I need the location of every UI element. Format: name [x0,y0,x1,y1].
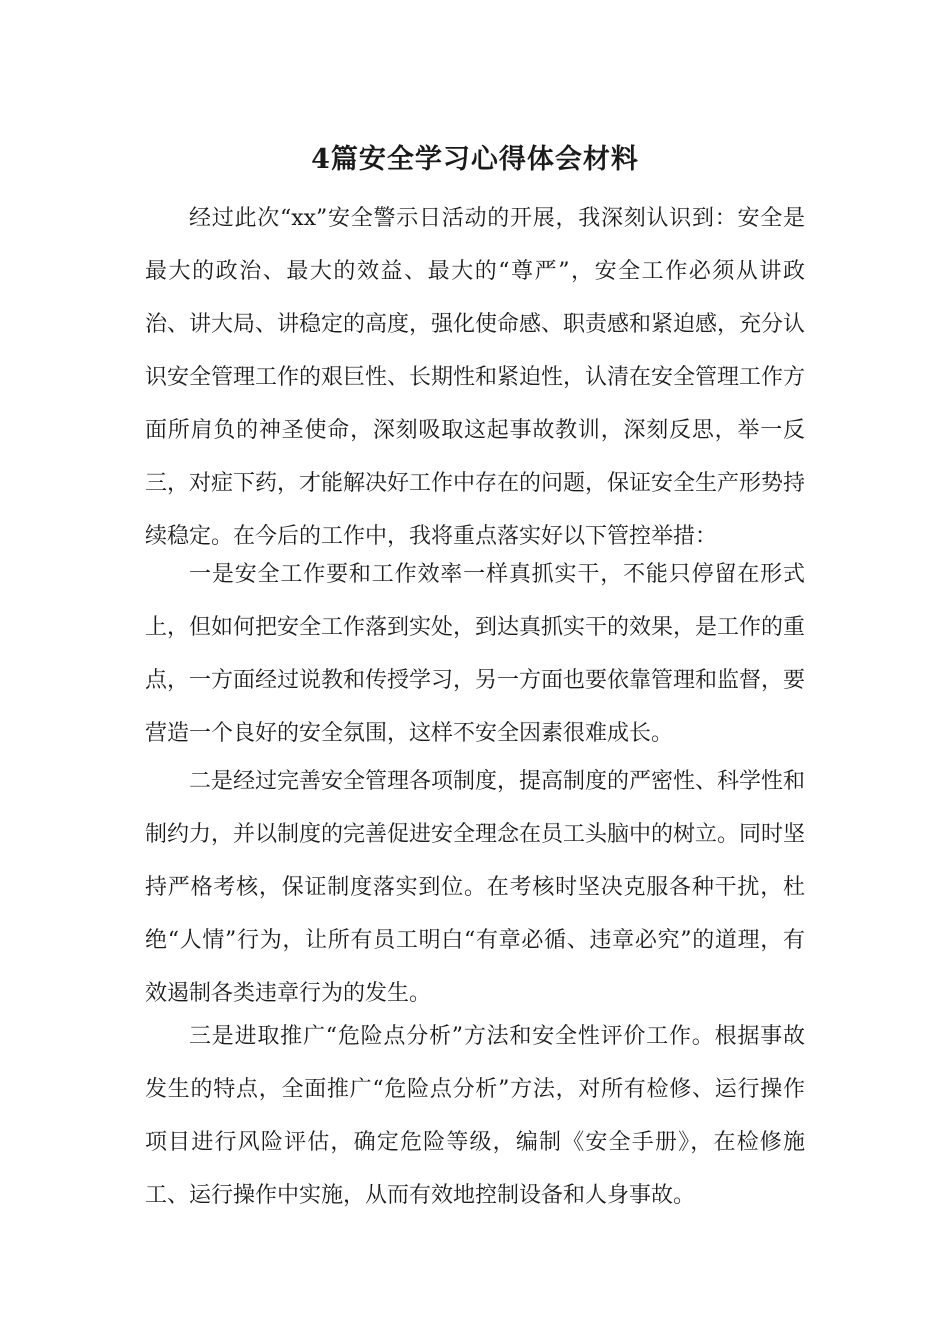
document-title: 4篇安全学习心得体会材料 [311,144,639,175]
paragraph-intro: 经过此次“xx”安全警示日活动的开展，我深刻认识到：安全是最大的政治、最大的效益、最大的“尊严”，安全工作必须从讲政治、讲大局、讲稳定的高度，强化使命感、职责感和紧迫感，充分认识安全管理工作的艰巨性、长期性和紧迫性，认清在安全管理工作方面所肩负的神圣使命，深刻吸取这起事故教训，深刻反思，举一反三，对症下药，才能解决好工作中存在的问题，保证安全生产形势持续稳定。在今后的工作中，我将重点落实好以下管控举措： [145,206,806,549]
paragraph-point-one: 一是安全工作要和工作效率一样真抓实干，不能只停留在形式上，但如何把安全工作落到实处，到达真抓实干的效果，是工作的重点，一方面经过说教和传授学习，另一方面也要依靠管理和监督，要营造一个良好的安全氛围，这样不安全因素很难成长。 [145,562,806,746]
paragraph-point-three: 三是进取推广“危险点分析”方法和安全性评价工作。根据事故发生的特点，全面推广“危险点分析”方法，对所有检修、运行操作项目进行风险评估，确定危险等级，编制《安全手册》，在检修施工、运行操作中实施，从而有效地控制设备和人身事故。 [145,1024,805,1208]
paragraph-point-two: 二是经过完善安全管理各项制度，提高制度的严密性、科学性和制约力，并以制度的完善促进安全理念在员工头脑中的树立。同时坚持严格考核，保证制度落实到位。在考核时坚决克服各种干扰，杜绝“人情”行为，让所有员工明白“有章必循、违章必究”的道理，有效遏制各类违章行为的发生。 [145,769,806,1006]
